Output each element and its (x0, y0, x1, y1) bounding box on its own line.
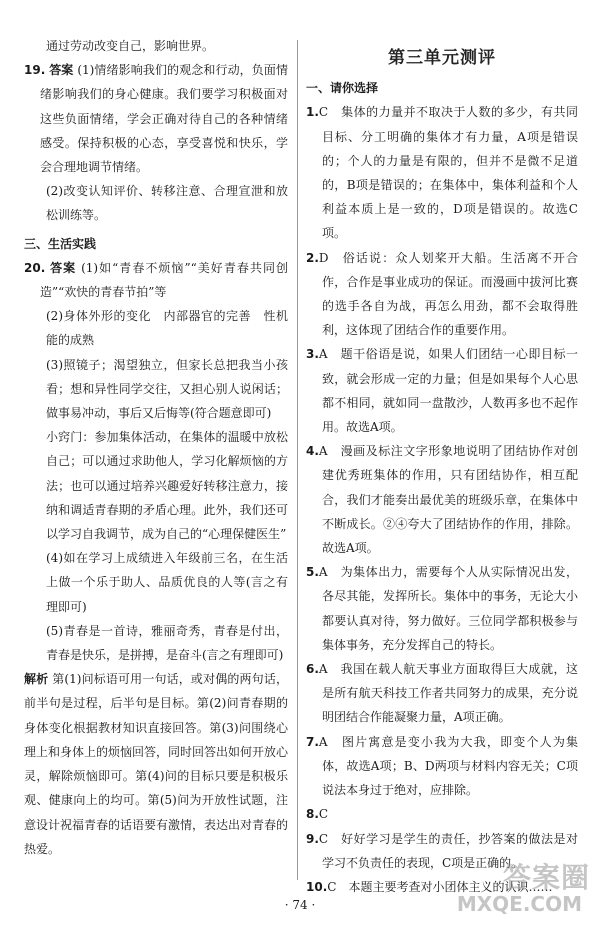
answer-item-number: 5. (306, 565, 319, 580)
q20-answer (24, 256, 288, 304)
right-column (306, 34, 578, 899)
watermark-url: MXQE.COM (456, 892, 582, 916)
unit-title: 第三单元测评 (388, 48, 496, 68)
q20-tips: 小窍门：参加集体活动，在集体的温暖中放松自己；可以通过求助他人，学习化解烦恼的方法；也可以通过培养兴趣爱好转移注意力，接纳和调适青春期的矛盾心理。此外，我们还可以学习自我调节，成为自己的“心理保健医生” (46, 430, 288, 542)
column-divider (297, 40, 298, 880)
section-life-practice: 三、生活实践 (24, 236, 97, 251)
answer-item-number: 1. (306, 105, 319, 120)
q20-analysis (24, 667, 288, 861)
answer-item-number: 3. (306, 347, 319, 362)
answer-item-text: A 我国在载人航天事业方面取得巨大成就，这是所有航天科技工作者共同努力的成果，充分说明团结合作能凝聚力量，A项正确。 (318, 662, 578, 725)
analysis-label: 解析 (24, 672, 49, 687)
answer-item (306, 246, 578, 343)
answer-item-number: 2. (306, 250, 319, 265)
answer-item (306, 100, 578, 245)
q20-answer-label: 答案 (50, 260, 77, 275)
q20-part4: (4)如在学习上成绩进入年级前三名，在生活上做一个乐于助人、品质优良的人等(言之有理即可) (46, 551, 288, 614)
analysis-text: 第(1)问标语可用一句话，或对偶的两句话，前半句是过程，后半句是目标。第(2)问青春期的身体变化根据教材知识直接回答。第(3)问围绕心理上和身体上的烦恼回答，同时回答出如何开放心灵，解除烦恼即可。第(4)问的目标只要是积极乐观、健康向上的均可。第(5)问为开放性试题，注意设计祝福青春的话语要有激情，表达出对青春的热爱。 (24, 672, 289, 856)
q20-number: 20. (24, 260, 46, 275)
q19-answer-label: 答案 (49, 63, 74, 78)
answer-item-number: 6. (306, 662, 319, 677)
intro-text: 通过劳动改变自己，影响世界。 (46, 39, 215, 53)
answer-list (306, 100, 578, 899)
answer-item-text: D 俗话说：众人划桨开大船。生活离不开合作，合作是事业成功的保证。而漫画中拔河比赛的选手各自为战，再怎么用劲，都不会取得胜利，这体现了团结合作的重要作用。 (318, 250, 578, 338)
answer-item-text: A 漫画及标注文字形象地说明了团结协作对创建优秀班集体的作用，只有团结协作，相互配合，我们才能奏出最优美的班级乐章，在集体中不断成长。②④夸大了团结协作的作用，排除。故选A项。 (318, 444, 578, 556)
answer-item-number: 9. (306, 831, 319, 846)
answer-item (306, 560, 578, 657)
answer-item-text: C 好好学习是学生的责任，抄答案的做法是对学习不负责任的表现，C项是正确的。 (318, 831, 578, 870)
answer-item (306, 802, 578, 826)
answer-item (306, 657, 578, 730)
answer-item (306, 342, 578, 439)
watermark-logo: 答案圈 (502, 861, 590, 894)
q20-part3: (3)照镜子；渴望独立，但家长总把我当小孩看；想和异性同学交往，又担心别人说闲话；做事易冲动，事后又后悔等(符合题意即可) (46, 357, 288, 421)
answer-item-text: C (318, 807, 329, 822)
q20-part5: (5)青春是一首诗，雅丽奇秀，青春是付出，青春是快乐，是拼搏，是奋斗(言之有理即可) (46, 623, 288, 663)
answer-item-number: 8. (306, 807, 319, 822)
q19-number: 19. (24, 63, 46, 78)
answer-item-text: A 题干俗语是说，如果人们团结一心即目标一致，就会形成一定的力量；但是如果每个人心思都不相同，就如同一盘散沙，人数再多也不起作用。故选A项。 (318, 347, 578, 435)
section-choose: 一、请你选择 (306, 81, 379, 96)
answer-item (306, 439, 578, 560)
q19-part2: (2)改变认知评价、转移注意、合理宣泄和放松训练等。 (46, 184, 288, 223)
answer-item-text: A 为集体出力，需要每个人从实际情况出发，各尽其能，发挥所长。集体中的事务，无论大小都要认真对待，努力做好。三位同学都积极参与集体事务，充分发挥自己的特长。 (318, 565, 578, 652)
answer-item-number: 4. (306, 444, 319, 459)
answer-item-text: C 集体的力量并不取决于人数的多少，有共同目标、分工明确的集体才有力量，A项是错误的；个人的力量是有限的，但并不是微不足道的，B项是错误的；在集体中，集体利益和个人利益本质上是一致的，D项是错误的。故选C项。 (318, 105, 578, 241)
answer-item-number: 10. (306, 879, 328, 894)
answer-item-text: C 本题主要考查对小团体主义的认识…… (327, 879, 553, 894)
q20-part1: (1)如“青春不烦恼”“美好青春共同创造”“欢快的青春节拍”等 (40, 260, 288, 300)
answer-item-number: 7. (306, 734, 319, 749)
q19-answer (24, 58, 288, 179)
q19-part1: (1)情绪影响我们的观念和行动，负面情绪影响我们的身心健康。我们要学习积极面对这些负面情绪，学会正确对待自己的各种情绪感受。保持积极的心态，享受喜悦和快乐，学会合理地调节情绪。 (40, 63, 288, 175)
q20-part2: (2)身体外形的变化 内部器官的完善 性机能的成熟 (46, 309, 288, 348)
page-number: · 74 · (284, 898, 316, 912)
answer-item-text: A 图片寓意是变小我为大我，即变个人为集体，故选A项；B、D两项与材料内容无关；C项说法本身过于绝对，应排除。 (318, 734, 578, 798)
answer-item (306, 730, 578, 803)
left-column (24, 34, 288, 861)
